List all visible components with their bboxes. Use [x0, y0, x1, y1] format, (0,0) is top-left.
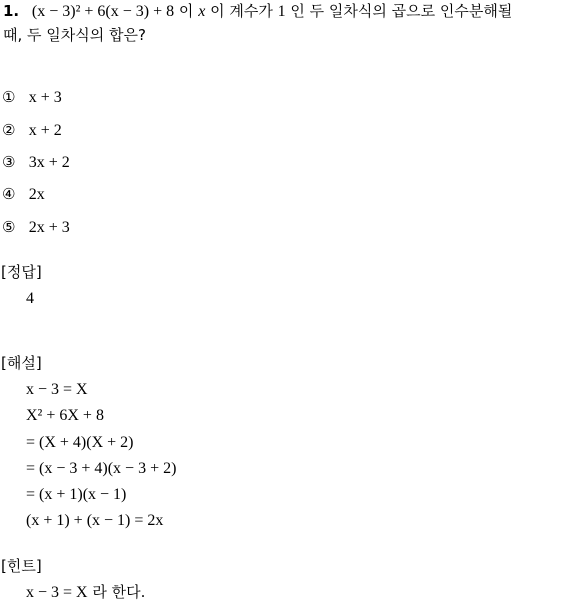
- question-expression: (x − 3)² + 6(x − 3) + 8: [31, 3, 175, 20]
- choice-value: x + 3: [28, 89, 62, 106]
- choice-5[interactable]: [2, 217, 70, 237]
- question-text-b: 이 계수가: [210, 2, 273, 20]
- answer-label: [정답]: [1, 263, 42, 281]
- explanation-line-1: x − 3 = X: [26, 381, 88, 398]
- choice-1[interactable]: [2, 87, 62, 107]
- choice-marker: ②: [2, 121, 16, 139]
- choice-value: 2x + 3: [28, 219, 70, 236]
- answer-value: 4: [26, 290, 34, 307]
- hint-expression: x − 3 = X: [26, 584, 88, 601]
- hint-label: [힌트]: [1, 557, 42, 575]
- question-text-a: 이: [178, 2, 194, 20]
- choice-2[interactable]: [2, 120, 62, 140]
- explanation-line-5: = (x + 1)(x − 1): [26, 486, 127, 503]
- choice-marker: ⑤: [2, 218, 16, 236]
- hint-line: [26, 582, 145, 602]
- choice-marker: ④: [2, 185, 16, 203]
- choice-4[interactable]: [2, 184, 45, 204]
- explanation-label: [해설]: [1, 354, 42, 372]
- explanation-line-4: = (x − 3 + 4)(x − 3 + 2): [26, 460, 177, 477]
- question-number: 1.: [3, 2, 20, 20]
- question-line-2: 때, 두 일차식의 합은?: [3, 26, 146, 44]
- question-coefficient: 1: [277, 3, 286, 20]
- question-text-c: 인 두 일차식의 곱으로 인수분해될: [290, 2, 513, 20]
- choice-3[interactable]: [2, 152, 70, 172]
- choice-value: 2x: [28, 186, 45, 203]
- explanation-line-2: X² + 6X + 8: [26, 407, 104, 424]
- explanation-line-3: = (X + 4)(X + 2): [26, 434, 134, 451]
- choice-value: x + 2: [28, 122, 62, 139]
- choice-value: 3x + 2: [28, 154, 70, 171]
- choice-marker: ①: [2, 88, 16, 106]
- question-variable: x: [198, 3, 206, 20]
- hint-text: 라 한다.: [92, 583, 146, 601]
- question-line-1: [3, 1, 512, 21]
- choice-marker: ③: [2, 153, 16, 171]
- explanation-line-6: (x + 1) + (x − 1) = 2x: [26, 512, 164, 529]
